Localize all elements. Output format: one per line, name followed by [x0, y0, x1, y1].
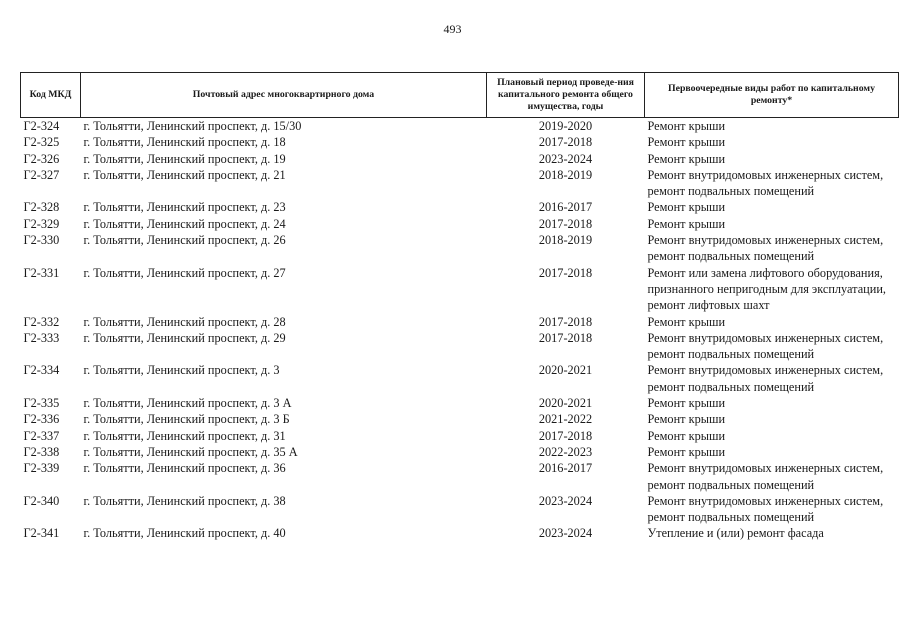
table-row — [21, 216, 899, 232]
header-code: Код МКД — [21, 73, 81, 118]
works-cell — [645, 134, 899, 150]
work-item: ремонт подвальных помещений — [647, 249, 815, 264]
period-cell: 2018-2019 — [538, 167, 593, 182]
address-cell: г. Тольятти, Ленинский проспект, д. 35 А — [83, 444, 298, 459]
work-item: ремонт лифтовых шахт — [647, 298, 770, 313]
work-item: ремонт подвальных помещений — [647, 510, 815, 525]
address-cell: г. Тольятти, Ленинский проспект, д. 23 — [83, 200, 286, 215]
work-item: Утепление и (или) ремонт фасада — [647, 526, 824, 541]
works-cell — [645, 395, 899, 411]
table-row — [21, 134, 899, 150]
period-cell: 2016-2017 — [538, 461, 593, 476]
mkd-code-cell: Г2-330 — [23, 233, 60, 248]
work-item: ремонт подвальных помещений — [647, 477, 815, 492]
mkd-code-cell: Г2-331 — [23, 265, 60, 280]
works-cell — [645, 265, 899, 314]
work-item: Ремонт крыши — [647, 412, 726, 427]
table-row — [21, 314, 899, 330]
work-item: Ремонт крыши — [647, 314, 726, 329]
table-row — [21, 493, 899, 526]
work-item: ремонт подвальных помещений — [647, 347, 815, 362]
mkd-code-cell: Г2-340 — [23, 493, 60, 508]
work-item: Ремонт внутридомовых инженерных систем, — [647, 461, 884, 476]
address-cell: г. Тольятти, Ленинский проспект, д. 21 — [83, 167, 286, 182]
address-cell: г. Тольятти, Ленинский проспект, д. 36 — [83, 461, 286, 476]
work-item: Ремонт внутридомовых инженерных систем, — [647, 233, 884, 248]
mkd-code-cell: Г2-335 — [23, 396, 60, 411]
period-cell: 2019-2020 — [538, 119, 593, 133]
period-cell: 2023-2024 — [538, 493, 593, 508]
period-cell: 2017-2018 — [538, 265, 593, 280]
mkd-code-cell: Г2-333 — [23, 330, 60, 345]
table-row — [21, 428, 899, 444]
address-cell: г. Тольятти, Ленинский проспект, д. 19 — [83, 151, 286, 166]
works-cell — [645, 330, 899, 363]
mkd-code-cell: Г2-338 — [23, 444, 60, 459]
address-cell: г. Тольятти, Ленинский проспект, д. 3 А — [83, 396, 292, 411]
works-cell — [645, 314, 899, 330]
header-period: Плановый период проведе-ния капитального ремонта общего имущества, годы — [487, 73, 645, 118]
work-item: Ремонт крыши — [647, 396, 726, 411]
address-cell: г. Тольятти, Ленинский проспект, д. 15/30 — [83, 119, 302, 133]
table-body — [21, 118, 899, 542]
works-cell — [645, 232, 899, 265]
period-cell: 2017-2018 — [538, 314, 593, 329]
works-cell — [645, 460, 899, 493]
address-cell: г. Тольятти, Ленинский проспект, д. 27 — [83, 265, 286, 280]
address-cell: г. Тольятти, Ленинский проспект, д. 29 — [83, 330, 286, 345]
table-row — [21, 444, 899, 460]
period-cell: 2021-2022 — [538, 412, 593, 427]
work-item: ремонт подвальных помещений — [647, 379, 815, 394]
period-cell: 2016-2017 — [538, 200, 593, 215]
work-item: Ремонт крыши — [647, 135, 726, 150]
work-item: признанного непригодным для эксплуатации, — [647, 281, 886, 296]
works-cell — [645, 118, 899, 135]
work-item: Ремонт внутридомовых инженерных систем, — [647, 363, 884, 378]
work-item: Ремонт крыши — [647, 428, 726, 443]
work-item: Ремонт внутридомовых инженерных систем, — [647, 330, 884, 345]
address-cell: г. Тольятти, Ленинский проспект, д. 24 — [83, 216, 286, 231]
mkd-code-cell: Г2-332 — [23, 314, 60, 329]
work-item: Ремонт внутридомовых инженерных систем, — [647, 167, 884, 182]
work-item: Ремонт внутридомовых инженерных систем, — [647, 493, 884, 508]
works-cell — [645, 216, 899, 232]
address-cell: г. Тольятти, Ленинский проспект, д. 3 Б — [83, 412, 290, 427]
mkd-code-cell: Г2-329 — [23, 216, 60, 231]
address-cell: г. Тольятти, Ленинский проспект, д. 26 — [83, 233, 286, 248]
work-item: Ремонт крыши — [647, 151, 726, 166]
table-row — [21, 118, 899, 135]
mkd-code-cell: Г2-334 — [23, 363, 60, 378]
mkd-code-cell: Г2-339 — [23, 461, 60, 476]
address-cell: г. Тольятти, Ленинский проспект, д. 28 — [83, 314, 286, 329]
works-cell — [645, 199, 899, 215]
period-cell: 2022-2023 — [538, 444, 593, 459]
table-row — [21, 330, 899, 363]
works-cell — [645, 411, 899, 427]
table-row — [21, 460, 899, 493]
work-item: Ремонт или замена лифтового оборудования, — [647, 265, 883, 280]
table-row — [21, 411, 899, 427]
works-cell — [645, 493, 899, 526]
address-cell: г. Тольятти, Ленинский проспект, д. 38 — [83, 493, 286, 508]
work-item: Ремонт крыши — [647, 216, 726, 231]
table-row — [21, 395, 899, 411]
works-cell — [645, 151, 899, 167]
works-cell — [645, 525, 899, 541]
table-row — [21, 362, 899, 395]
table-header — [21, 73, 899, 118]
work-item: ремонт подвальных помещений — [647, 184, 815, 199]
capital-repair-table — [20, 72, 899, 542]
period-cell: 2017-2018 — [538, 135, 593, 150]
period-cell: 2017-2018 — [538, 216, 593, 231]
period-cell: 2020-2021 — [538, 363, 593, 378]
address-cell: г. Тольятти, Ленинский проспект, д. 3 — [83, 363, 280, 378]
period-cell: 2017-2018 — [538, 428, 593, 443]
works-cell — [645, 362, 899, 395]
period-cell: 2018-2019 — [538, 233, 593, 248]
mkd-code-cell: Г2-336 — [23, 412, 60, 427]
table-row — [21, 265, 899, 314]
table-row — [21, 232, 899, 265]
address-cell: г. Тольятти, Ленинский проспект, д. 31 — [83, 428, 286, 443]
works-cell — [645, 167, 899, 200]
address-cell: г. Тольятти, Ленинский проспект, д. 18 — [83, 135, 286, 150]
work-item: Ремонт крыши — [647, 200, 726, 215]
table-row — [21, 167, 899, 200]
mkd-code-cell: Г2-324 — [23, 119, 60, 133]
work-item: Ремонт крыши — [647, 119, 726, 133]
mkd-code-cell: Г2-325 — [23, 135, 60, 150]
mkd-code-cell: Г2-328 — [23, 200, 60, 215]
mkd-code-cell: Г2-341 — [23, 526, 60, 541]
header-works: Первоочередные виды работ по капитальному ремонту* — [645, 73, 899, 118]
table-row — [21, 525, 899, 541]
table-row — [21, 151, 899, 167]
table-row — [21, 199, 899, 215]
work-item: Ремонт крыши — [647, 444, 726, 459]
mkd-code-cell: Г2-326 — [23, 151, 60, 166]
page-number: 493 — [443, 22, 462, 36]
period-cell: 2020-2021 — [538, 396, 593, 411]
address-cell: г. Тольятти, Ленинский проспект, д. 40 — [83, 526, 286, 541]
period-cell: 2017-2018 — [538, 330, 593, 345]
works-cell — [645, 428, 899, 444]
period-cell: 2023-2024 — [538, 526, 593, 541]
header-address: Почтовый адрес многоквартирного дома — [81, 73, 487, 118]
period-cell: 2023-2024 — [538, 151, 593, 166]
mkd-code-cell: Г2-327 — [23, 167, 60, 182]
works-cell — [645, 444, 899, 460]
mkd-code-cell: Г2-337 — [23, 428, 60, 443]
